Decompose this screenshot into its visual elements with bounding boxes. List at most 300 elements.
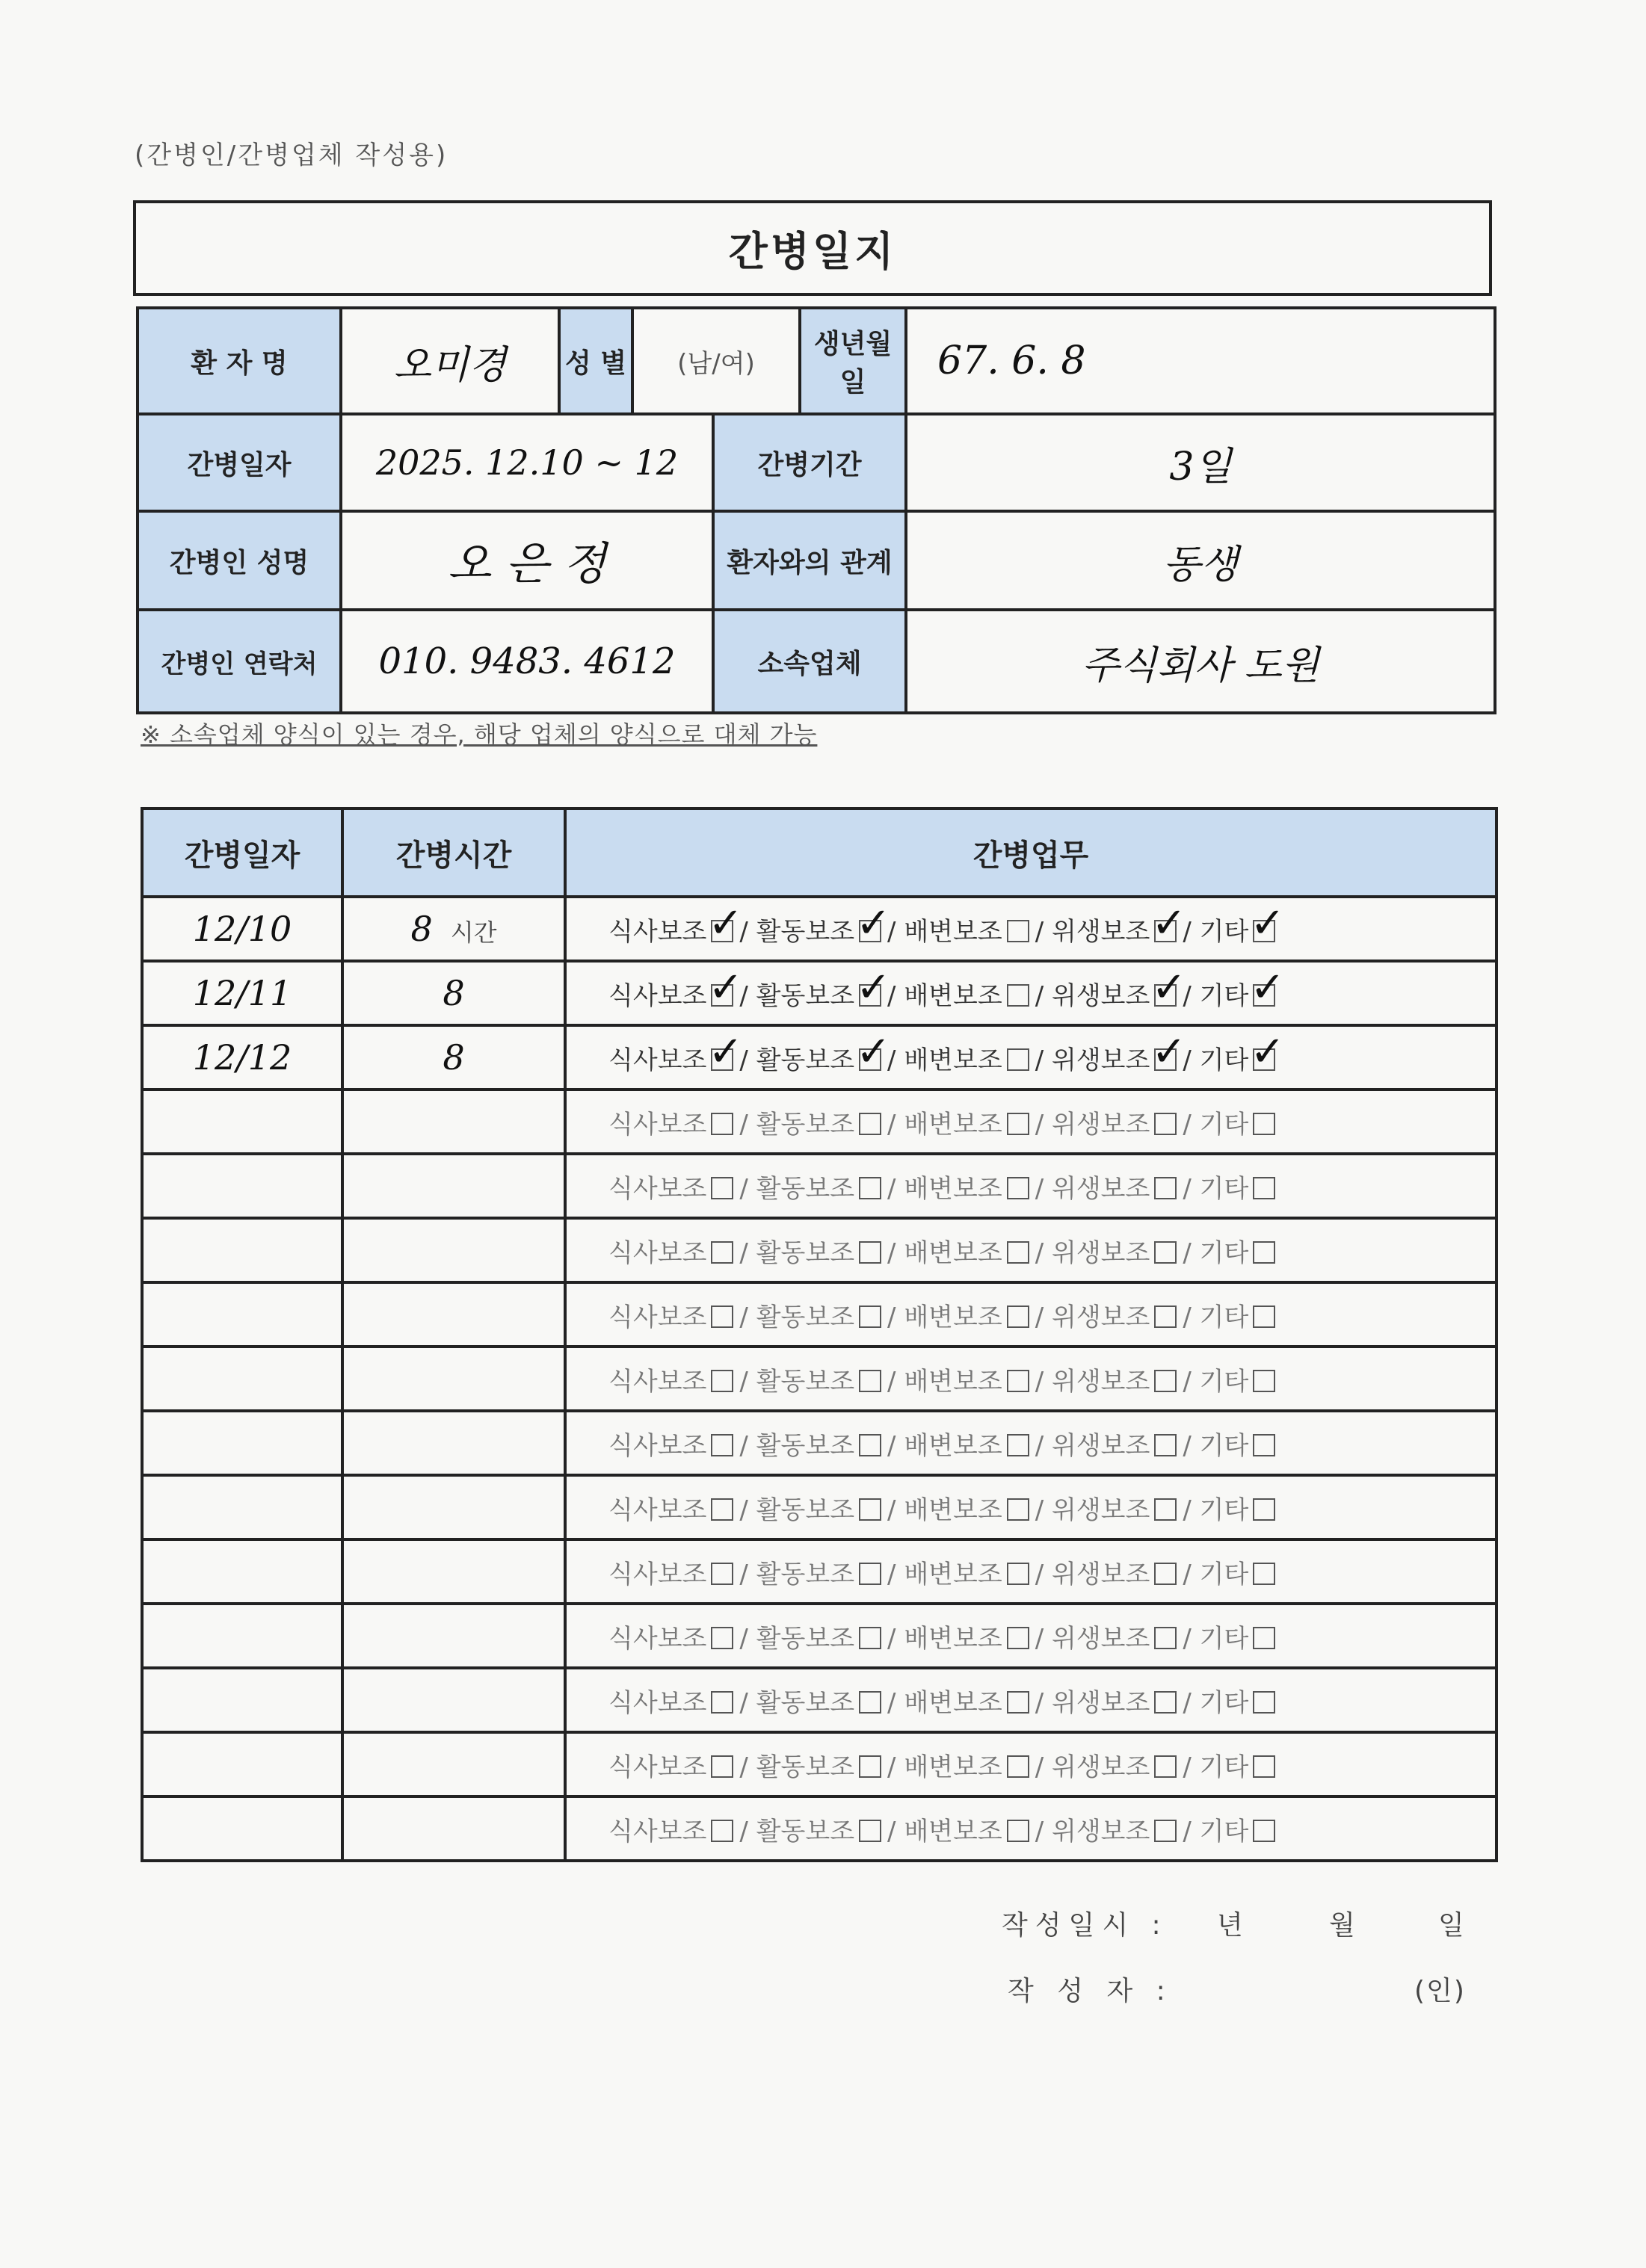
task-checkbox[interactable] xyxy=(1154,1434,1177,1456)
task-checkbox[interactable] xyxy=(1253,1306,1275,1328)
task-separator: / xyxy=(739,1045,756,1075)
task-label: 배변보조 xyxy=(904,1109,1002,1140)
log-tasks-cell xyxy=(565,1732,1496,1796)
log-tasks-cell xyxy=(565,1347,1496,1411)
task-separator: / xyxy=(739,1109,756,1140)
task-checkbox[interactable] xyxy=(859,1498,881,1521)
log-date-cell xyxy=(142,1475,342,1539)
task-checkbox[interactable] xyxy=(1154,1820,1177,1842)
task-label: 위생보조 xyxy=(1051,1430,1150,1461)
log-header-date: 간병일자 xyxy=(142,809,342,897)
task-checkbox[interactable] xyxy=(1253,1370,1275,1392)
log-tasks-cell xyxy=(565,1090,1496,1154)
task-separator: / xyxy=(887,1430,904,1461)
task-separator: / xyxy=(1035,1816,1052,1847)
task-label: 식사보조 xyxy=(608,1752,707,1782)
task-label: 식사보조 xyxy=(608,1173,707,1204)
task-checkbox[interactable] xyxy=(1151,963,1187,1012)
task-label: 활동보조 xyxy=(756,1045,855,1075)
seal-label: (인) xyxy=(1414,1976,1466,2006)
task-checkbox[interactable] xyxy=(1154,1563,1177,1585)
task-label: 식사보조 xyxy=(608,1559,707,1589)
agency-value: 주식회사 도원 xyxy=(906,610,1495,713)
log-hours-cell xyxy=(342,1732,565,1796)
task-checkbox[interactable] xyxy=(711,1820,733,1842)
task-checkbox[interactable] xyxy=(708,1028,744,1076)
task-checkbox[interactable] xyxy=(1007,1370,1029,1392)
task-separator: / xyxy=(887,916,904,947)
caregiver-name-value: 오 은 정 xyxy=(341,511,713,610)
task-checkbox[interactable] xyxy=(711,1177,733,1199)
task-checkbox[interactable] xyxy=(1007,1177,1029,1199)
task-checkbox[interactable] xyxy=(859,1306,881,1328)
log-row xyxy=(142,1668,1496,1732)
task-separator: / xyxy=(1183,1816,1200,1847)
task-checkbox[interactable] xyxy=(711,1434,733,1456)
task-checkbox[interactable] xyxy=(859,1820,881,1842)
task-checkbox[interactable] xyxy=(859,1434,881,1456)
task-separator: / xyxy=(1035,1495,1052,1525)
task-checkbox[interactable] xyxy=(711,1370,733,1392)
relation-value: 동생 xyxy=(906,511,1495,610)
task-separator: / xyxy=(739,980,756,1011)
task-label: 식사보조 xyxy=(608,1495,707,1525)
task-separator: / xyxy=(887,980,904,1011)
task-separator: / xyxy=(1183,1366,1200,1397)
log-hours-cell xyxy=(342,1796,565,1861)
log-date-cell xyxy=(142,1732,342,1796)
task-label: 기타 xyxy=(1199,1366,1249,1397)
log-row xyxy=(142,1154,1496,1218)
task-checkbox[interactable] xyxy=(1151,899,1187,948)
task-checkbox[interactable] xyxy=(1250,963,1286,1012)
log-hours-unit: 시간 xyxy=(450,918,497,947)
log-date-cell xyxy=(142,1090,342,1154)
task-checkbox[interactable] xyxy=(1154,1241,1177,1264)
task-label: 배변보조 xyxy=(904,1237,1002,1268)
task-separator: / xyxy=(1183,1237,1200,1268)
month-label: 월 xyxy=(1329,1910,1363,1941)
sex-options: (남/여) xyxy=(677,348,755,379)
task-separator: / xyxy=(739,1559,756,1589)
task-separator: / xyxy=(1035,980,1052,1011)
task-label: 배변보조 xyxy=(904,1173,1002,1204)
task-label: 배변보조 xyxy=(904,980,1002,1011)
contact-value: 010. 9483. 4612 xyxy=(341,610,713,713)
task-label: 위생보조 xyxy=(1051,1302,1150,1332)
task-checkbox[interactable] xyxy=(1253,1563,1275,1585)
log-hours-cell xyxy=(342,1218,565,1282)
check-mark-icon: ✓ xyxy=(1151,963,1187,1012)
task-label: 배변보조 xyxy=(904,1752,1002,1782)
log-date-cell: 12/12 xyxy=(142,1025,342,1090)
log-row xyxy=(142,1411,1496,1475)
task-checkbox[interactable] xyxy=(859,1563,881,1585)
task-label: 배변보조 xyxy=(904,1495,1002,1525)
task-separator: / xyxy=(1035,916,1052,947)
task-label: 활동보조 xyxy=(756,1687,855,1718)
task-separator: / xyxy=(887,1302,904,1332)
task-separator: / xyxy=(1183,1109,1200,1140)
task-checkbox[interactable] xyxy=(1007,1241,1029,1264)
task-separator: / xyxy=(1183,1302,1200,1332)
task-label: 배변보조 xyxy=(904,916,1002,947)
task-label: 배변보조 xyxy=(904,1366,1002,1397)
check-mark-icon: ✓ xyxy=(708,963,744,1012)
task-checkbox[interactable] xyxy=(1250,899,1286,948)
task-label: 기타 xyxy=(1199,1237,1249,1268)
task-label: 활동보조 xyxy=(756,916,855,947)
log-rows xyxy=(142,897,1496,1861)
care-log-table xyxy=(141,807,1498,1862)
log-tasks-cell xyxy=(565,1282,1496,1347)
log-row xyxy=(142,1796,1496,1861)
log-hours-cell xyxy=(342,1025,565,1090)
patient-name-value: 오미경 xyxy=(341,308,559,414)
task-separator: / xyxy=(739,1430,756,1461)
care-date-value: 2025. 12.10 ~ 12 xyxy=(341,414,713,511)
task-label: 기타 xyxy=(1199,1752,1249,1782)
log-row xyxy=(142,961,1496,1025)
check-mark-icon: ✓ xyxy=(856,1028,891,1076)
task-checkbox[interactable] xyxy=(711,1627,733,1649)
task-separator: / xyxy=(887,1816,904,1847)
task-label: 식사보조 xyxy=(608,1687,707,1718)
task-checkbox[interactable] xyxy=(1250,1028,1286,1076)
log-hours-cell xyxy=(342,1090,565,1154)
task-checkbox[interactable] xyxy=(1007,1048,1029,1071)
task-separator: / xyxy=(1183,1559,1200,1589)
task-checkbox[interactable] xyxy=(1007,1691,1029,1714)
task-label: 배변보조 xyxy=(904,1559,1002,1589)
task-separator: / xyxy=(1183,1173,1200,1204)
task-separator: / xyxy=(887,1173,904,1204)
task-separator: / xyxy=(1035,1109,1052,1140)
task-checkbox[interactable] xyxy=(1007,1627,1029,1649)
relation-label: 환자와의 관계 xyxy=(713,511,906,610)
task-checkbox[interactable] xyxy=(859,1691,881,1714)
task-separator: / xyxy=(887,1366,904,1397)
task-separator: / xyxy=(1183,1430,1200,1461)
log-tasks-cell xyxy=(565,1154,1496,1218)
task-label: 기타 xyxy=(1199,1109,1249,1140)
task-label: 식사보조 xyxy=(608,1366,707,1397)
task-checkbox[interactable] xyxy=(859,1755,881,1778)
log-row xyxy=(142,1475,1496,1539)
task-label: 위생보조 xyxy=(1051,1045,1150,1075)
task-checkbox[interactable] xyxy=(1007,1563,1029,1585)
task-label: 위생보조 xyxy=(1051,1559,1150,1589)
task-label: 기타 xyxy=(1199,916,1249,947)
log-date-cell xyxy=(142,1282,342,1347)
birth-label: 생년월일 xyxy=(800,308,906,414)
log-date-cell xyxy=(142,1218,342,1282)
task-label: 활동보조 xyxy=(756,1752,855,1782)
task-label: 위생보조 xyxy=(1051,1623,1150,1654)
task-separator: / xyxy=(1183,1495,1200,1525)
log-hours-cell xyxy=(342,1282,565,1347)
task-label: 활동보조 xyxy=(756,1816,855,1847)
patient-name-label: 환 자 명 xyxy=(138,308,341,414)
task-separator: / xyxy=(887,1752,904,1782)
task-label: 기타 xyxy=(1199,1687,1249,1718)
form-caption: (간병인/간병업체 작성용) xyxy=(135,140,449,170)
task-checkbox[interactable] xyxy=(711,1563,733,1585)
log-hours-cell xyxy=(342,1154,565,1218)
log-row xyxy=(142,1025,1496,1090)
check-mark-icon: ✓ xyxy=(708,899,744,948)
task-label: 활동보조 xyxy=(756,1623,855,1654)
log-tasks-cell xyxy=(565,1218,1496,1282)
task-checkbox[interactable] xyxy=(711,1691,733,1714)
task-checkbox[interactable] xyxy=(1007,1113,1029,1135)
task-separator: / xyxy=(887,1045,904,1075)
task-label: 활동보조 xyxy=(756,1173,855,1204)
log-row xyxy=(142,1732,1496,1796)
task-checkbox[interactable] xyxy=(1007,920,1029,942)
task-label: 위생보조 xyxy=(1051,1173,1150,1204)
care-period-value: 3일 xyxy=(906,414,1495,511)
log-hours-cell xyxy=(342,1668,565,1732)
task-separator: / xyxy=(887,1495,904,1525)
task-checkbox[interactable] xyxy=(1154,1755,1177,1778)
task-separator: / xyxy=(1035,1237,1052,1268)
task-checkbox[interactable] xyxy=(1253,1820,1275,1842)
sex-label: 성 별 xyxy=(559,308,632,414)
task-checkbox[interactable] xyxy=(1154,1306,1177,1328)
form-title: 간병일지 xyxy=(133,200,1492,296)
task-separator: / xyxy=(1035,1687,1052,1718)
task-checkbox[interactable] xyxy=(1253,1627,1275,1649)
log-hours-cell xyxy=(342,1604,565,1668)
task-label: 활동보조 xyxy=(756,1495,855,1525)
log-tasks-cell xyxy=(565,1025,1496,1090)
task-separator: / xyxy=(1183,1045,1200,1075)
task-label: 기타 xyxy=(1199,1623,1249,1654)
task-checkbox[interactable] xyxy=(1154,1498,1177,1521)
agency-label: 소속업체 xyxy=(713,610,906,713)
log-tasks-cell xyxy=(565,961,1496,1025)
task-separator: / xyxy=(887,1559,904,1589)
task-checkbox[interactable] xyxy=(859,1241,881,1264)
task-label: 활동보조 xyxy=(756,1559,855,1589)
task-separator: / xyxy=(1035,1559,1052,1589)
task-label: 위생보조 xyxy=(1051,980,1150,1011)
log-hours-value: 8 xyxy=(410,909,433,949)
task-separator: / xyxy=(1035,1173,1052,1204)
task-separator: / xyxy=(739,1173,756,1204)
birth-value: 67. 6. 8 xyxy=(906,308,1495,414)
task-checkbox[interactable] xyxy=(711,1498,733,1521)
task-label: 활동보조 xyxy=(756,1109,855,1140)
task-checkbox[interactable] xyxy=(708,963,744,1012)
task-label: 위생보조 xyxy=(1051,1495,1150,1525)
task-label: 위생보조 xyxy=(1051,1366,1150,1397)
task-checkbox[interactable] xyxy=(1007,1498,1029,1521)
task-separator: / xyxy=(887,1109,904,1140)
task-checkbox[interactable] xyxy=(1007,1306,1029,1328)
log-tasks-cell xyxy=(565,1604,1496,1668)
task-label: 식사보조 xyxy=(608,1237,707,1268)
log-tasks-cell xyxy=(565,1668,1496,1732)
task-checkbox[interactable] xyxy=(1007,984,1029,1007)
check-mark-icon: ✓ xyxy=(1151,899,1187,948)
task-checkbox[interactable] xyxy=(711,1306,733,1328)
task-label: 활동보조 xyxy=(756,1366,855,1397)
writer-label: 작 성 자 : xyxy=(1008,1976,1173,2006)
task-checkbox[interactable] xyxy=(711,1241,733,1264)
log-date-cell xyxy=(142,1668,342,1732)
task-separator: / xyxy=(887,1687,904,1718)
task-label: 활동보조 xyxy=(756,1302,855,1332)
care-period-label: 간병기간 xyxy=(713,414,906,511)
written-date-label: 작성일시 : xyxy=(1002,1910,1168,1941)
task-separator: / xyxy=(739,1816,756,1847)
task-checkbox[interactable] xyxy=(1154,1113,1177,1135)
log-header-tasks: 간병업무 xyxy=(565,809,1496,897)
log-row xyxy=(142,1347,1496,1411)
task-label: 배변보조 xyxy=(904,1687,1002,1718)
sex-value xyxy=(632,308,800,414)
task-separator: / xyxy=(1183,1687,1200,1718)
task-separator: / xyxy=(1183,1623,1200,1654)
task-label: 식사보조 xyxy=(608,980,707,1011)
task-label: 활동보조 xyxy=(756,1430,855,1461)
day-label: 일 xyxy=(1438,1910,1472,1941)
task-checkbox[interactable] xyxy=(859,1113,881,1135)
task-separator: / xyxy=(887,1623,904,1654)
task-separator: / xyxy=(739,1687,756,1718)
check-mark-icon: ✓ xyxy=(856,963,891,1012)
task-checkbox[interactable] xyxy=(711,1755,733,1778)
task-label: 기타 xyxy=(1199,1495,1249,1525)
task-checkbox[interactable] xyxy=(1154,1691,1177,1714)
log-date-cell xyxy=(142,1347,342,1411)
log-row xyxy=(142,1604,1496,1668)
task-label: 식사보조 xyxy=(608,1302,707,1332)
task-checkbox[interactable] xyxy=(856,1028,891,1076)
task-checkbox[interactable] xyxy=(1253,1691,1275,1714)
log-hours-cell xyxy=(342,897,565,961)
log-row xyxy=(142,1218,1496,1282)
form-note: ※ 소속업체 양식이 있는 경우, 해당 업체의 양식으로 대체 가능 xyxy=(141,720,818,749)
log-date-cell: 12/10 xyxy=(142,897,342,961)
log-hours-cell xyxy=(342,961,565,1025)
care-date-label: 간병일자 xyxy=(138,414,341,511)
task-label: 활동보조 xyxy=(756,1237,855,1268)
task-label: 위생보조 xyxy=(1051,1816,1150,1847)
task-checkbox[interactable] xyxy=(856,963,891,1012)
task-checkbox[interactable] xyxy=(859,1177,881,1199)
task-label: 위생보조 xyxy=(1051,916,1150,947)
task-label: 위생보조 xyxy=(1051,1237,1150,1268)
task-checkbox[interactable] xyxy=(711,1113,733,1135)
task-checkbox[interactable] xyxy=(1253,1755,1275,1778)
log-row xyxy=(142,1282,1496,1347)
task-label: 배변보조 xyxy=(904,1430,1002,1461)
task-checkbox[interactable] xyxy=(1154,1177,1177,1199)
check-mark-icon: ✓ xyxy=(1151,1028,1187,1076)
task-checkbox[interactable] xyxy=(1253,1241,1275,1264)
task-label: 기타 xyxy=(1199,1173,1249,1204)
task-checkbox[interactable] xyxy=(1007,1434,1029,1456)
task-checkbox[interactable] xyxy=(1253,1177,1275,1199)
task-checkbox[interactable] xyxy=(859,1627,881,1649)
year-label: 년 xyxy=(1217,1910,1251,1941)
log-tasks-cell xyxy=(565,1411,1496,1475)
task-separator: / xyxy=(1035,1366,1052,1397)
task-label: 기타 xyxy=(1199,1430,1249,1461)
task-label: 식사보조 xyxy=(608,916,707,947)
log-row xyxy=(142,1539,1496,1604)
contact-label: 간병인 연락처 xyxy=(138,610,341,713)
log-date-cell xyxy=(142,1539,342,1604)
task-checkbox[interactable] xyxy=(1253,1434,1275,1456)
log-date-cell xyxy=(142,1796,342,1861)
check-mark-icon: ✓ xyxy=(856,899,891,948)
task-label: 활동보조 xyxy=(756,980,855,1011)
log-row xyxy=(142,897,1496,961)
log-hours-cell xyxy=(342,1347,565,1411)
log-tasks-cell xyxy=(565,1796,1496,1861)
task-checkbox[interactable] xyxy=(1253,1498,1275,1521)
task-checkbox[interactable] xyxy=(708,899,744,948)
task-separator: / xyxy=(1035,1623,1052,1654)
log-header-hours: 간병시간 xyxy=(342,809,565,897)
task-separator: / xyxy=(887,1237,904,1268)
task-separator: / xyxy=(1035,1752,1052,1782)
log-tasks-cell xyxy=(565,1539,1496,1604)
caregiver-name-label: 간병인 성명 xyxy=(138,511,341,610)
task-checkbox[interactable] xyxy=(1154,1627,1177,1649)
log-hours-value: 8 xyxy=(443,973,465,1013)
task-separator: / xyxy=(739,1495,756,1525)
task-separator: / xyxy=(739,916,756,947)
log-hours-cell xyxy=(342,1539,565,1604)
log-tasks-cell xyxy=(565,1475,1496,1539)
task-separator: / xyxy=(739,1752,756,1782)
log-date-cell xyxy=(142,1604,342,1668)
log-date-cell: 12/11 xyxy=(142,961,342,1025)
task-label: 위생보조 xyxy=(1051,1687,1150,1718)
info-table xyxy=(136,306,1496,714)
task-label: 배변보조 xyxy=(904,1302,1002,1332)
task-label: 기타 xyxy=(1199,1302,1249,1332)
log-hours-value: 8 xyxy=(443,1037,465,1078)
task-label: 기타 xyxy=(1199,1045,1249,1075)
task-separator: / xyxy=(739,1237,756,1268)
check-mark-icon: ✓ xyxy=(1250,1028,1286,1076)
task-separator: / xyxy=(1183,980,1200,1011)
task-checkbox[interactable] xyxy=(1151,1028,1187,1076)
task-separator: / xyxy=(739,1623,756,1654)
task-separator: / xyxy=(1035,1045,1052,1075)
task-label: 배변보조 xyxy=(904,1623,1002,1654)
task-checkbox[interactable] xyxy=(1154,1370,1177,1392)
task-label: 위생보조 xyxy=(1051,1752,1150,1782)
task-checkbox[interactable] xyxy=(856,899,891,948)
task-separator: / xyxy=(1183,916,1200,947)
task-checkbox[interactable] xyxy=(859,1370,881,1392)
log-hours-cell xyxy=(342,1475,565,1539)
task-checkbox[interactable] xyxy=(1007,1755,1029,1778)
task-checkbox[interactable] xyxy=(1253,1113,1275,1135)
task-checkbox[interactable] xyxy=(1007,1820,1029,1842)
task-label: 기타 xyxy=(1199,980,1249,1011)
task-label: 기타 xyxy=(1199,1559,1249,1589)
task-label: 식사보조 xyxy=(608,1623,707,1654)
check-mark-icon: ✓ xyxy=(1250,963,1286,1012)
